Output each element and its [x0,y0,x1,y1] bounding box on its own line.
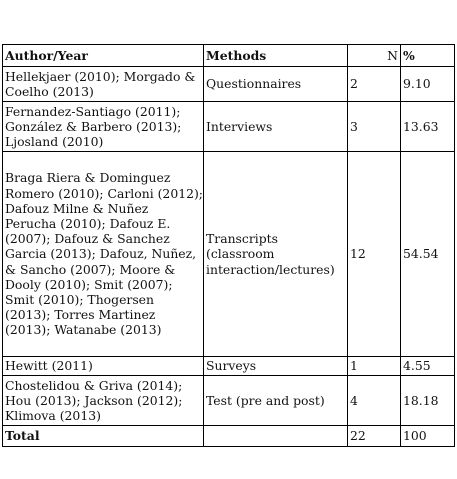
table-header-row [3,45,455,67]
cell-author-year: Hewitt (2011) [3,357,204,376]
cell-n: 1 [348,357,401,376]
cell-author-year: Braga Riera & Dominguez Romero (2010); Carloni (2012); Dafouz Milne & Nuñez Perucha (2010); Dafouz E. (2007); Dafouz & Sanchez Garcia (2013); Dafouz, Nuñez, & Sancho (2007); Moore & Dooly (2010); Smit (2007); Smit (2010); Thogersen (2013); Torres Martinez (2013); Watanabe (2013) [3,152,204,357]
cell-n: 12 [348,152,401,357]
cell-percent: 13.63 [401,102,455,152]
cell-methods: Interviews [204,102,348,152]
total-methods [204,426,348,447]
table-row [3,357,455,376]
cell-percent: 9.10 [401,67,455,102]
header-methods: Methods [204,45,348,67]
cell-n: 3 [348,102,401,152]
total-n: 22 [348,426,401,447]
methods-table [2,44,455,447]
total-row [3,426,455,447]
cell-methods: Surveys [204,357,348,376]
cell-author-year: Hellekjaer (2010); Morgado & Coelho (2013) [3,67,204,102]
cell-n: 4 [348,376,401,426]
header-percent: % [401,45,455,67]
cell-methods: Transcripts (classroom interaction/lectures) [204,152,348,357]
cell-percent: 54.54 [401,152,455,357]
header-n: N [348,45,401,67]
cell-percent: 4.55 [401,357,455,376]
cell-n: 2 [348,67,401,102]
cell-methods: Questionnaires [204,67,348,102]
total-label: Total [3,426,204,447]
table-row [3,376,455,426]
cell-percent: 18.18 [401,376,455,426]
cell-methods: Test (pre and post) [204,376,348,426]
table-row [3,102,455,152]
cell-author-year: Fernandez-Santiago (2011); González & Barbero (2013); Ljosland (2010) [3,102,204,152]
table-row [3,67,455,102]
total-percent: 100 [401,426,455,447]
header-author-year: Author/Year [3,45,204,67]
table-row [3,152,455,357]
cell-author-year: Chostelidou & Griva (2014); Hou (2013); Jackson (2012); Klimova (2013) [3,376,204,426]
